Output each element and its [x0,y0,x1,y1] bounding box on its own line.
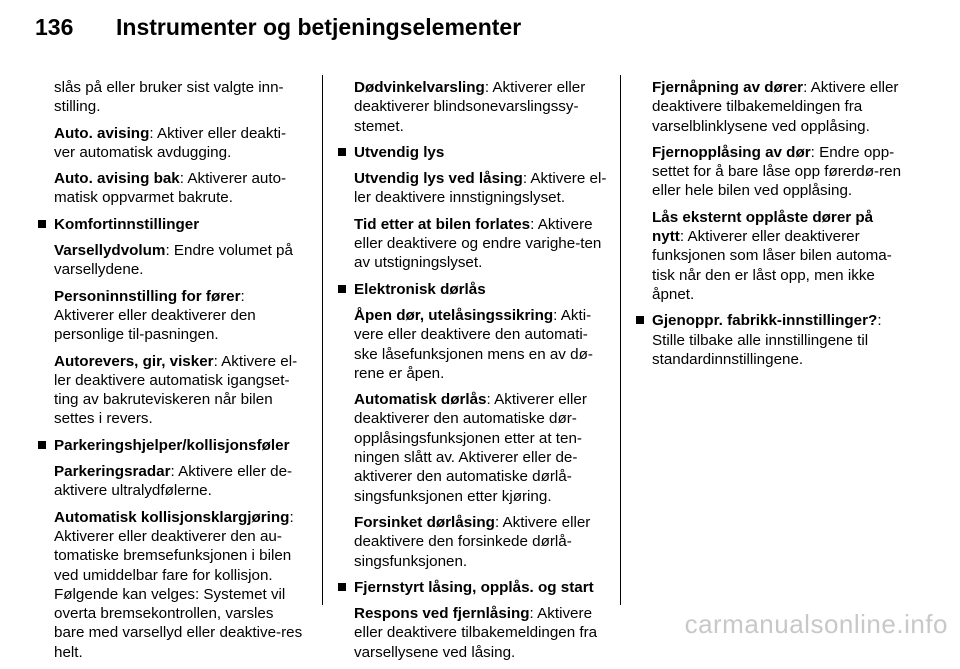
term-description: : Aktivere eller de-aktivere ultralydfølerne. [54,463,293,500]
page-header [0,0,960,60]
term-description: : Aktiverer eller deaktiverer den automatiske dør-opplåsingsfunksjonen etter at ten-ningen slått av. Aktiverer eller de-aktiverer den automatiske dørlå-singsfunksjonen etter kjøring. [354,391,587,505]
term-description: slås på eller bruker sist valgte inn-stilling. [54,79,284,116]
term-description: : Aktivere eller deaktivere og endre varighe-ten av utstigningslyset. [354,215,602,272]
term-label: Utvendig lys ved låsing [354,170,523,188]
term-label: Varsellydvolum [54,242,166,260]
term-label: Elektronisk dørlås [354,280,486,298]
term-description: : Aktiverer auto-matisk oppvarmet bakrute. [54,170,287,207]
paragraph [54,287,306,345]
term-description: : Stille tilbake alle innstillingene til standardinnstillingene. [652,312,882,368]
term-label: Lås eksternt opplåste dører på nytt [652,208,874,246]
term-label: Respons ved fjernlåsing [354,605,530,623]
paragraph [54,241,306,280]
paragraph [54,124,306,163]
term-description: : Endre opp-settet for å bare låse opp førerdø-ren eller hele bilen ved opplåsing. [652,143,902,200]
term-description: : Aktivere eller deaktivere tilbakemeldingen fra varsellysene ved låsing. [354,605,598,661]
paragraph [54,352,306,429]
paragraph [652,143,906,201]
term-label: Komfortinnstillinger [54,215,200,233]
bullet-item [338,143,610,162]
term-description: : Aktivere eller deaktivere tilbakemeldingen fra varselblinklysene ved opplåsing. [652,79,899,135]
paragraph [354,604,610,662]
term-description: : Aktiver eller deakti-ver automatisk avdugging. [54,124,287,161]
term-label: Fjernåpning av dører [652,79,804,96]
bullet-item [38,436,306,455]
term-label: Autorevers, gir, visker [54,352,214,370]
paragraph [54,169,306,208]
paragraph [54,508,306,662]
term-label: Forsinket dørlåsing [354,513,495,531]
term-description: : Aktiverer eller deaktiverer blindsonevarslingssy-stemet. [354,79,586,135]
text-column-1 [38,78,306,669]
column-divider [620,75,621,605]
term-description: : Aktivere eller deaktivere den forsinkede dørlå-singsfunksjonen. [354,513,591,570]
paragraph [354,78,610,136]
term-description: : Akti-vere eller deaktivere den automati-ske låsefunksjonen mens en av dø-rene er åpen. [354,306,593,382]
term-description: : Aktiverer eller deaktiverer funksjonen som låser bilen automa-tisk når den er låst opp, men ikke åpnet. [652,228,892,303]
paragraph [354,390,610,506]
term-label: Gjenoppr. fabrikk-innstillinger? [652,312,878,330]
term-label: Automatisk dørlås [354,391,487,409]
paragraph [54,78,306,117]
bullet-item [38,215,306,234]
paragraph [354,513,610,571]
term-description: : Aktivere el-ler deaktivere automatisk igangset-ting av bakruteviskeren når bilen settes i revers. [54,352,298,428]
watermark: carmanualsonline.info [684,609,948,639]
term-description: : Aktiverer eller deaktiverer den au-tomatiske bremsefunksjonen i bilen ved umiddelbar fare for kollisjon. Følgende kan velges: Systemet vil overta bremsekontrollen, varsles bare med varsellyd eller deaktive-res helt. [54,508,303,661]
bullet-item [338,578,610,597]
term-label: Fjernopplåsing av dør [652,143,811,161]
term-label: Åpen dør, utelåsingssikring [354,306,554,324]
paragraph [652,78,906,136]
term-label: Tid etter at bilen forlates [354,215,531,233]
term-label: Auto. avising bak [54,170,180,188]
term-label: Parkeringsradar [54,463,171,481]
paragraph [354,215,610,273]
paragraph [652,208,906,304]
bullet-item [636,311,906,369]
term-label: Fjernstyrt låsing, opplås. og start [354,578,594,596]
paragraph [354,306,610,383]
page-title: Instrumenter og betjeningselementer [116,14,522,40]
term-label: Automatisk kollisjonsklargjøring [54,508,290,526]
term-description: : Aktiverer eller deaktiverer den personlige til-pasningen. [54,287,256,344]
term-description: : Endre volumet på varsellydene. [54,242,293,279]
term-label: Parkeringshjelper/kollisjonsføler [54,436,290,454]
text-column-2 [338,78,610,669]
term-description: : Aktivere el-ler deaktivere innstigningslyset. [354,170,607,207]
term-label: Auto. avising [54,124,150,142]
bullet-item [338,280,610,299]
column-divider [322,75,323,605]
page-number: 136 [35,14,74,40]
term-label: Personinnstilling for fører [54,287,241,305]
paragraph [54,462,306,501]
text-column-3 [636,78,906,376]
paragraph [354,169,610,208]
term-label: Utvendig lys [354,143,445,161]
term-label: Dødvinkelvarsling [354,79,485,96]
